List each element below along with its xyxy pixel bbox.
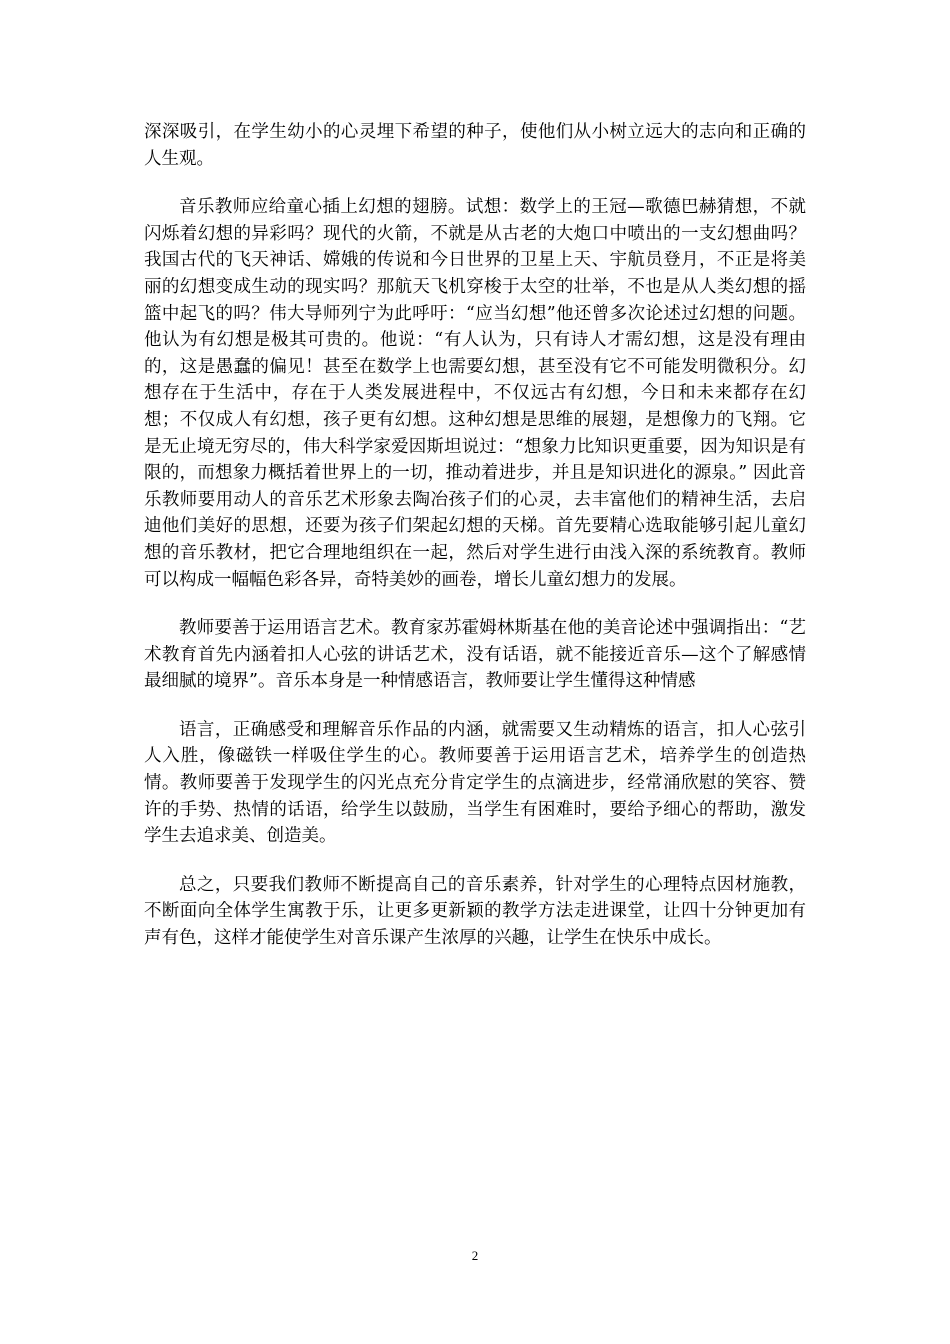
- paragraph-conclusion: 总之，只要我们教师不断提高自己的音乐素养，针对学生的心理特点因材施教，不断面向全体学生寓教于乐，让更多更新颖的教学方法走进课堂，让四十分钟更加有声有色，这样才能使学生对音乐课产生浓厚的兴趣，让学生在快乐中成长。: [144, 874, 806, 949]
- page-number: 2: [471, 1248, 479, 1263]
- document-page: [144, 119, 806, 974]
- paragraph-language-art: 教师要善于运用语言艺术。教育家苏霍姆林斯基在他的美音论述中强调指出：“艺术教育首先内涵着扣人心弦的讲话艺术，没有话语，就不能接近音乐—这个了解感情最细腻的境界”。音乐本身是一种情感语言，教师要让学生懂得这种情感: [144, 618, 806, 692]
- paragraph-language-continued: 语言，正确感受和理解音乐作品的内涵，就需要又生动精炼的语言，扣人心弦引人入胜，像磁铁一样吸住学生的心。教师要善于运用语言艺术，培养学生的创造热情。教师要善于发现学生的闪光点充分肯定学生的点滴进步，经常涌欣慰的笑容、赞许的手势、热情的话语，给学生以鼓励，当学生有困难时，要给予细心的帮助，激发学生去追求美、创造美。: [144, 719, 806, 847]
- paragraph-imagination: 音乐教师应给童心插上幻想的翅膀。试想：数学上的王冠—歌德巴赫猜想，不就闪烁着幻想的异彩吗？现代的火箭，不就是从古老的大炮口中喷出的一支幻想曲吗？我国古代的飞天神话、嫦娥的传说和今日世界的卫星上天、宇航员登月，不正是将美丽的幻想变成生动的现实吗？那航天飞机穿梭于太空的壮举，不也是从人类幻想的摇篮中起飞的吗？伟大导师列宁为此呼吁：“应当幻想”他还曾多次论述过幻想的问题。他认为有幻想是极其可贵的。他说：“有人认为，只有诗人才需幻想，这是没有理由的，这是愚蠢的偏见！甚至在数学上也需要幻想，甚至没有它不可能发明微积分。幻想存在于生活中，存在于人类发展进程中，不仅远古有幻想，今日和未来都存在幻想；不仅成人有幻想，孩子更有幻想。这种幻想是思维的展翅，是想像力的飞翔。它是无止境无穷尽的，伟大科学家爱因斯坦说过：“想象力比知识更重要，因为知识是有限的，而想象力概括着世界上的一切，推动着进步，并且是知识进化的源泉。” 因此音乐教师要用动人的音乐艺术形象去陶冶孩子们的心灵，去丰富他们的精神生活，去启迪他们美好的思想，还要为孩子们架起幻想的天梯。首先要精心选取能够引起儿童幻想的音乐教材，把它合理地组织在一起，然后对学生进行由浅入深的系统教育。教师可以构成一幅幅色彩各异，奇特美妙的画卷，增长儿童幻想力的发展。: [144, 197, 806, 590]
- paragraph-continuation: 深深吸引，在学生幼小的心灵埋下希望的种子，使他们从小树立远大的志向和正确的人生观。: [144, 122, 806, 169]
